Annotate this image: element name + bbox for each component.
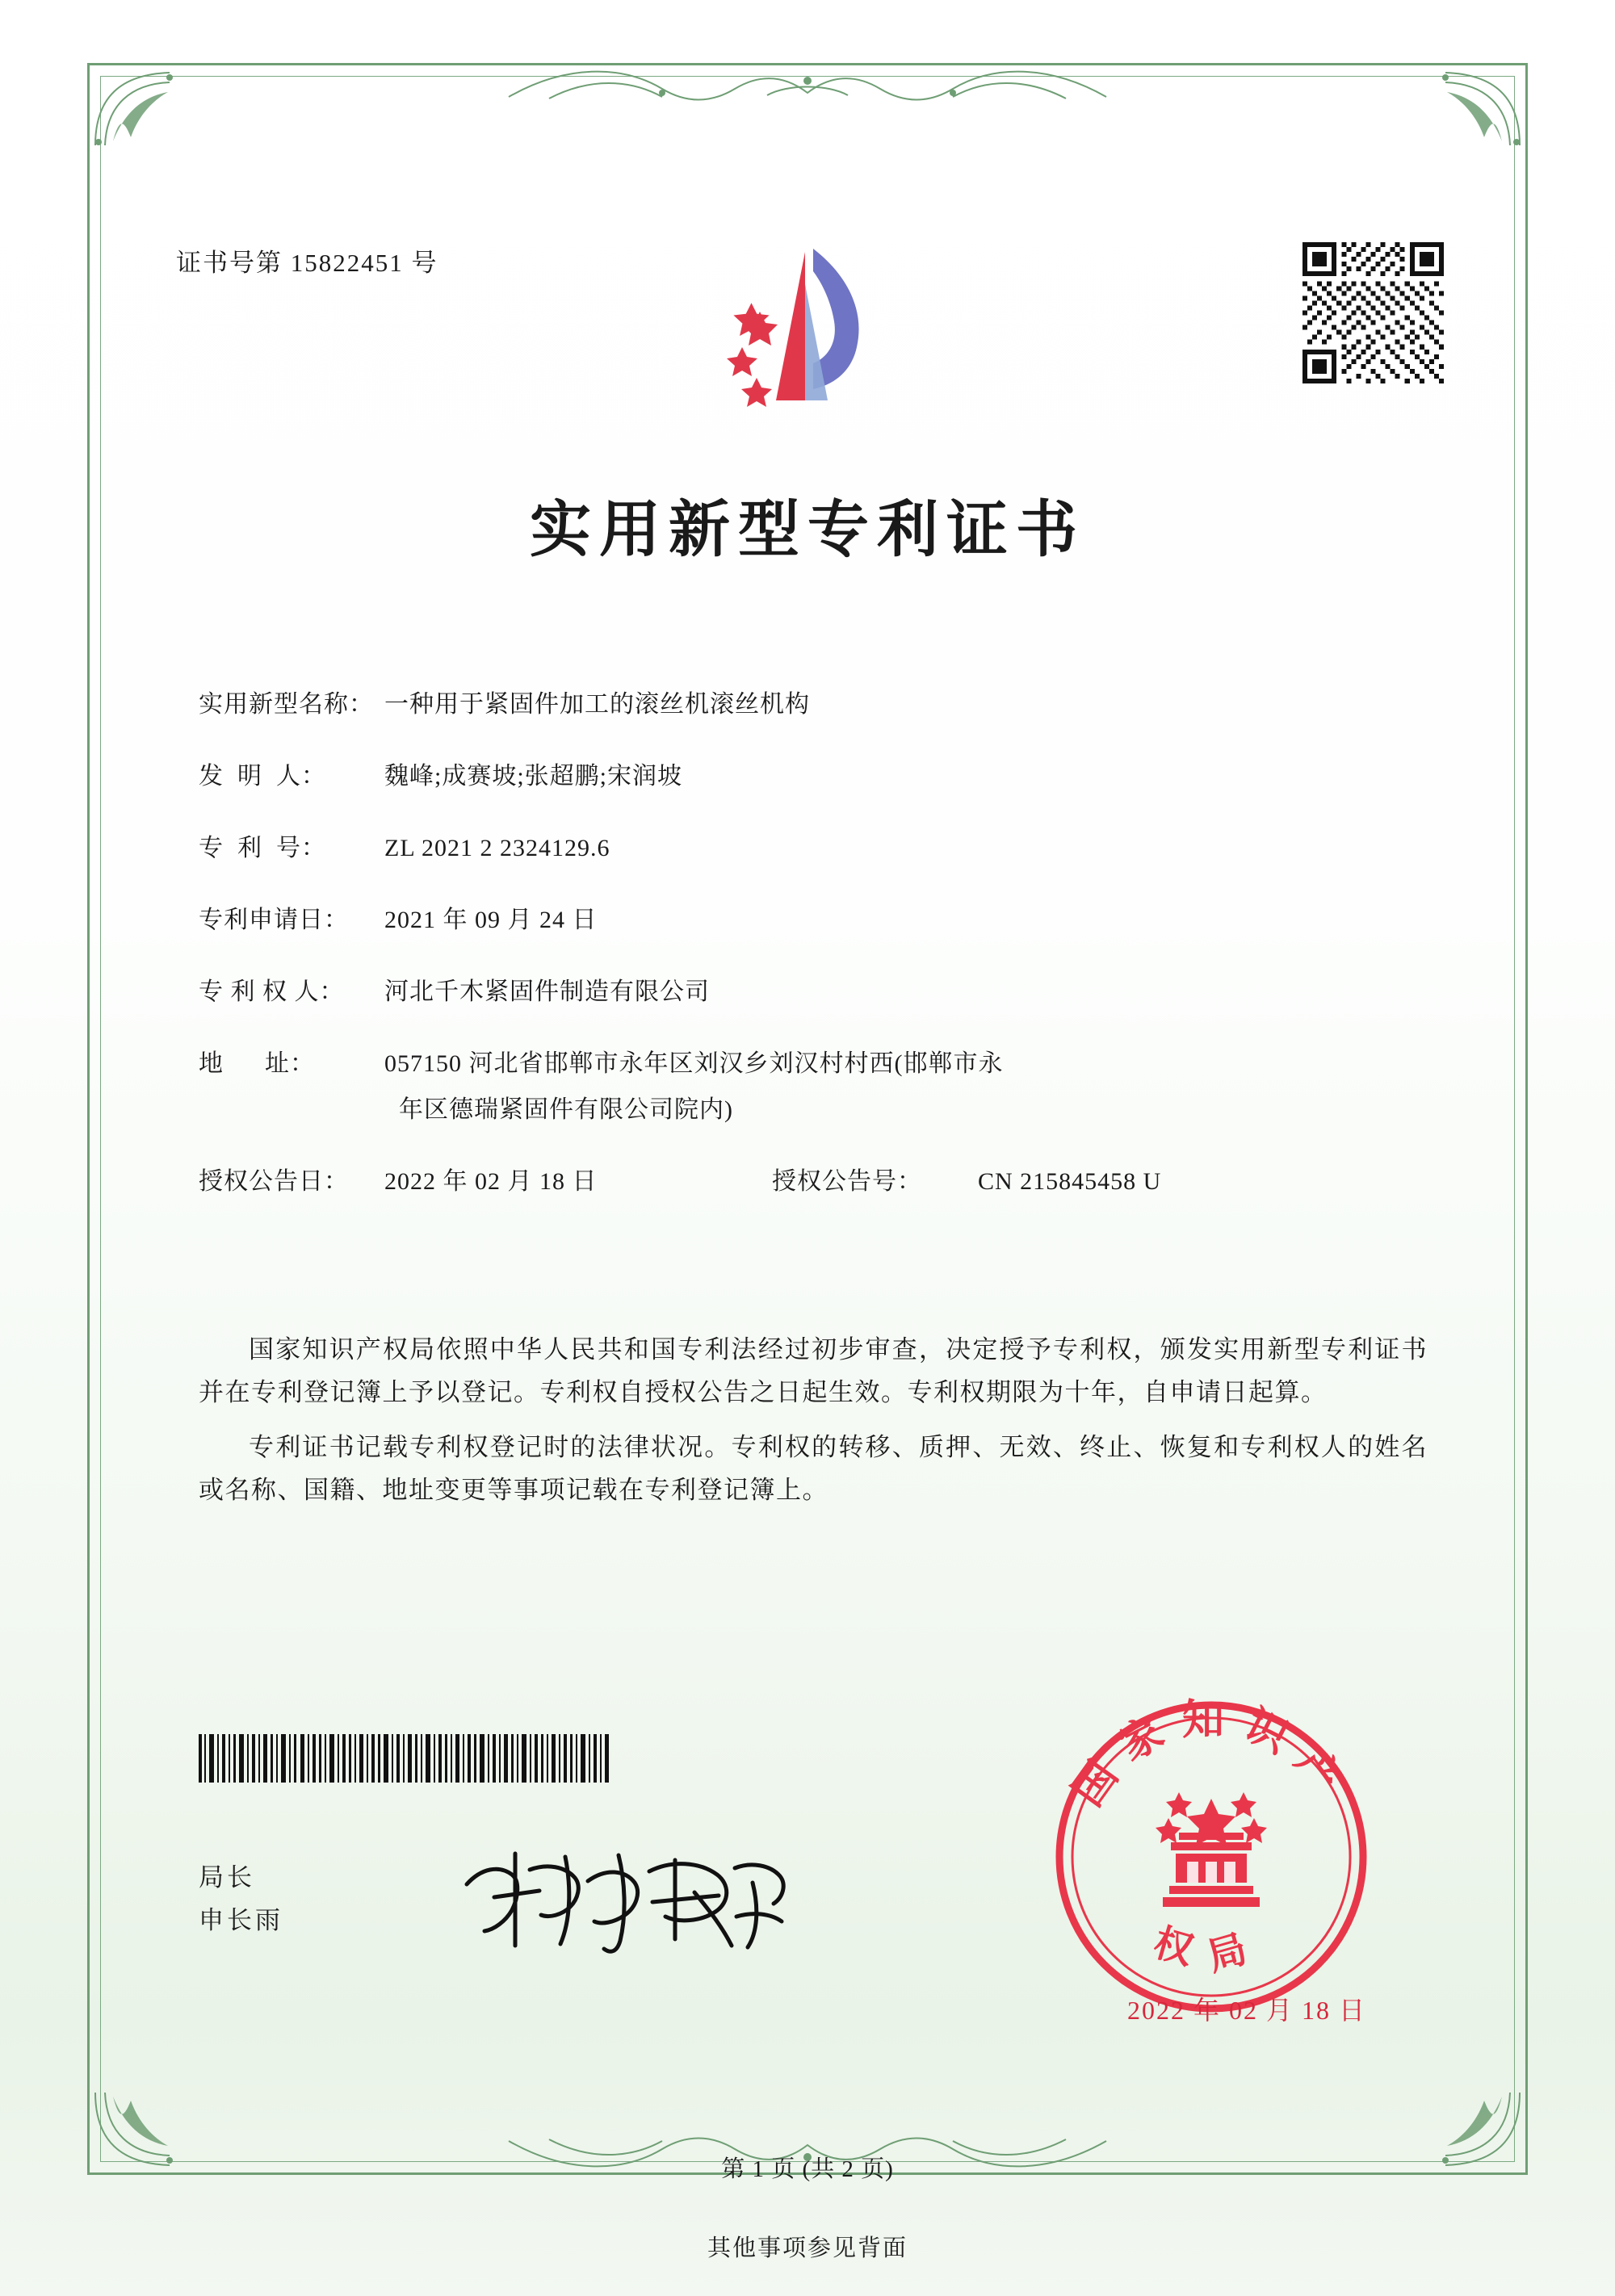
patent-fields [199, 686, 1429, 1232]
footer-note: 其他事项参见背面 [707, 2235, 908, 2261]
official-seal [1050, 1695, 1373, 2018]
grant-date-label: 授权公告日： [199, 1168, 349, 1195]
field-row-application-date [199, 902, 1429, 938]
svg-text:国家知识产: 国家知识产 [1063, 1695, 1360, 1816]
legal-paragraph-1: 国家知识产权局依照中华人民共和国专利法经过初步审查，决定授予专利权，颁发实用新型专利证书并在专利登记簿上予以登记。专利权自授权公告之日起生效。专利权期限为十年，自申请日起算。 [199, 1335, 1428, 1407]
field-label: 实用新型名称： [199, 691, 374, 718]
field-label: 专利申请日： [199, 907, 349, 933]
field-row-inventors [199, 758, 1429, 794]
field-row-address [199, 1045, 1429, 1128]
field-value: 一种用于紧固件加工的滚丝机滚丝机构 [384, 691, 810, 718]
field-label: 专 利 权 人： [199, 978, 345, 1005]
field-value: ZL 2021 2 2324129.6 [384, 835, 610, 861]
grant-date-value: 2022 年 02 月 18 日 [384, 1168, 598, 1195]
top-flourish-ornament [501, 57, 1114, 113]
field-label: 专 利 号： [199, 835, 326, 861]
handwritten-signature-icon [452, 1833, 799, 1962]
barcode [199, 1734, 610, 1783]
page-title: 实用新型专利证书 [530, 493, 1085, 565]
field-label: 地 址： [199, 1050, 315, 1077]
field-row-patentee [199, 974, 1429, 1010]
svg-text:权局: 权局 [1148, 1919, 1274, 1980]
legal-text [199, 1328, 1428, 1523]
field-value-address-line1: 057150 河北省邯郸市永年区刘汉乡刘汉村村西(邯郸市永 [384, 1050, 1004, 1077]
field-row-grant-info [199, 1163, 1429, 1200]
seal-date: 2022 年 02 月 18 日 [1126, 1996, 1366, 2025]
certificate-number: 证书号第 15822451 号 [176, 249, 438, 277]
qr-code [1302, 242, 1444, 383]
cnipa-logo-icon [707, 234, 908, 420]
legal-paragraph-2: 专利证书记载专利权登记时的法律状况。专利权的转移、质押、无效、终止、恢复和专利权人的姓名或名称、国籍、地址变更等事项记载在专利登记簿上。 [199, 1432, 1428, 1504]
page-indicator: 第 1 页 (共 2 页) [721, 2156, 894, 2182]
field-row-patent-number [199, 830, 1429, 866]
field-value: 魏峰;成赛坡;张超鹏;宋润坡 [384, 763, 683, 790]
director-label: 局长 [199, 1863, 255, 1892]
signature-block [199, 1857, 283, 1942]
director-name: 申长雨 [199, 1905, 283, 1934]
field-value: 河北千木紧固件制造有限公司 [384, 978, 710, 1005]
corner-ornament-top-right [1421, 65, 1526, 153]
field-row-utility-model-name [199, 686, 1429, 723]
corner-ornament-top-left [89, 65, 194, 153]
grant-publication-number-label: 授权公告号： [772, 1168, 922, 1195]
field-label: 发 明 人： [199, 763, 326, 790]
field-value: 2021 年 09 月 24 日 [384, 907, 598, 933]
field-value-address-line2: 年区德瑞紧固件有限公司院内) [399, 1096, 733, 1123]
grant-publication-number-value: CN 215845458 U [978, 1168, 1162, 1195]
